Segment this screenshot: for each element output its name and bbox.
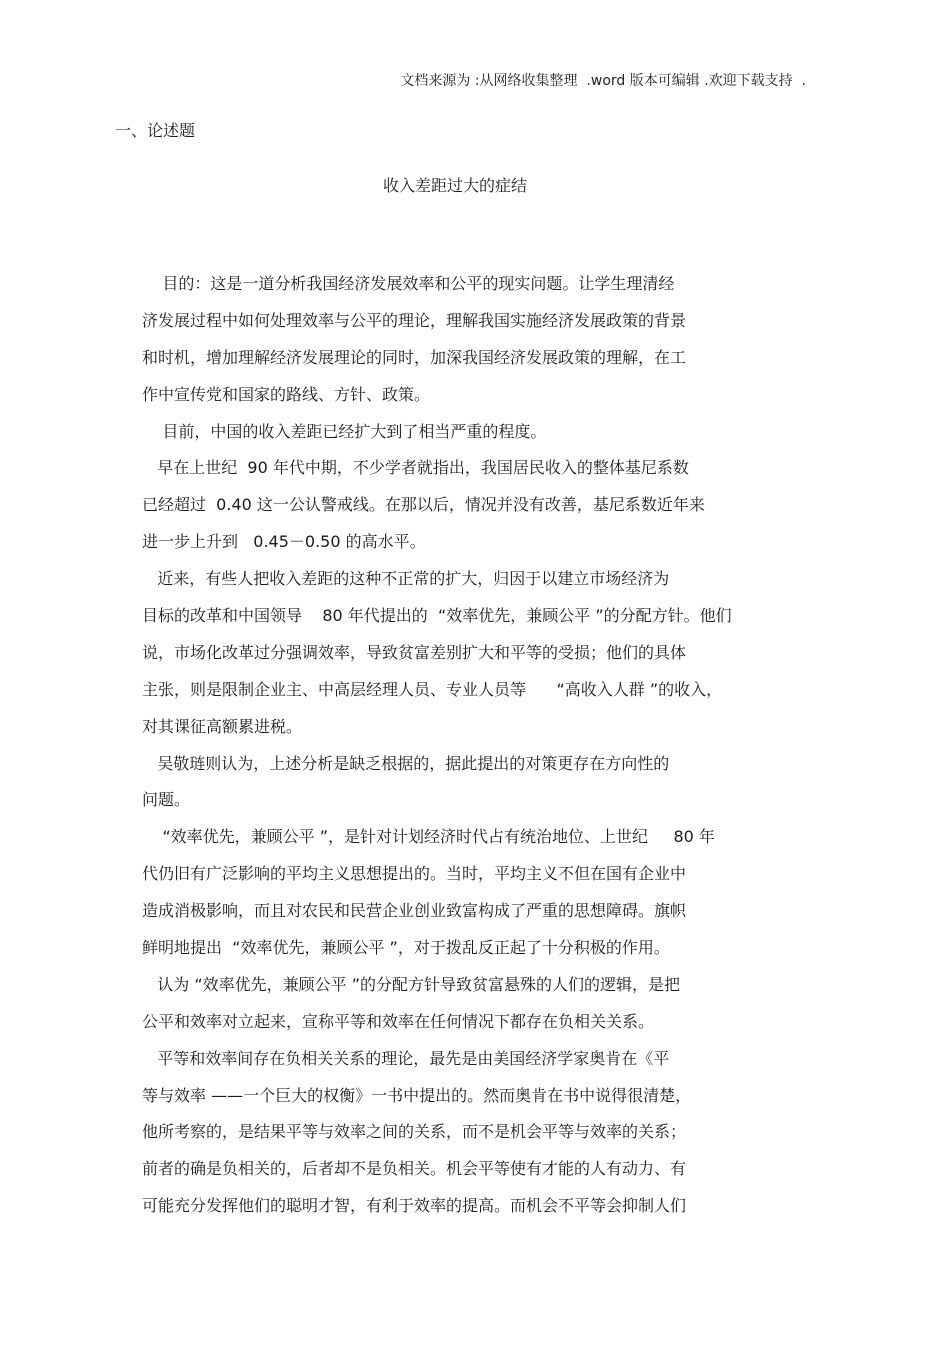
text-line: 目前，中国的收入差距已经扩大到了相当严重的程度。: [142, 421, 547, 441]
text-line: 目标的改革和中国领导 80 年代提出的 “效率优先，兼顾公平 ”的分配方针。他们: [142, 606, 732, 626]
document-body: [142, 266, 812, 1225]
section-heading: 一、论述题: [115, 121, 196, 140]
text-line: 近来，有些人把收入差距的这种不正常的扩大，归因于以建立市场经济为: [142, 569, 670, 589]
text-line: 进一步上升到 0.45－0.50 的高水平。: [142, 532, 426, 552]
text-line: 对其课征高额累进税。: [142, 716, 303, 736]
document-title: 收入差距过大的症结: [382, 176, 527, 195]
text-line: 公平和效率对立起来，宣称平等和效率在任何情况下都存在负相关关系。: [142, 1011, 655, 1031]
text-line: 主张，则是限制企业主、中高层经理人员、专业人员等 “高收入人群 ”的收入，: [142, 679, 723, 699]
text-line: 济发展过程中如何处理效率与公平的理论，理解我国实施经济发展政策的背景: [142, 310, 687, 330]
text-line: 说，市场化改革过分强调效率，导致贫富差别扩大和平等的受损；他们的具体: [142, 642, 687, 662]
text-line: 目的：这是一道分析我国经济发展效率和公平的现实问题。让学生理清经: [142, 274, 675, 293]
text-line: 平等和效率间存在负相关关系的理论，最先是由美国经济学家奥肯在《平: [142, 1048, 670, 1068]
text-line: 认为 “效率优先，兼顾公平 ”的分配方针导致贫富悬殊的人们的逻辑，是把: [142, 974, 681, 994]
text-line: 造成消极影响，而且对农民和民营企业创业致富构成了严重的思想障碍。旗帜: [142, 901, 687, 921]
text-line: 他所考察的，是结果平等与效率之间的关系，而不是机会平等与效率的关系；: [142, 1122, 687, 1142]
text-line: 代仍旧有广泛影响的平均主义思想提出的。当时，平均主义不但在国有企业中: [142, 864, 687, 884]
text-line: 和时机，增加理解经济发展理论的同时，加深我国经济发展政策的理解，在工: [142, 347, 687, 367]
text-line: “效率优先，兼顾公平 ”，是针对计划经济时代占有统治地位、上世纪 80 年: [142, 827, 715, 847]
text-line: 鲜明地提出 “效率优先，兼顾公平 ”，对于拨乱反正起了十分积极的作用。: [142, 938, 670, 958]
text-line: 等与效率 ——一个巨大的权衡》一书中提出的。然而奥肯在书中说得很清楚，: [142, 1085, 692, 1105]
page-header-note: 文档来源为 :从网络收集整理 .word 版本可编辑 .欢迎下载支持 .: [400, 73, 806, 89]
text-line: 问题。: [142, 790, 191, 810]
text-line: 已经超过 0.40 这一公认警戒线。在那以后，情况并没有改善，基尼系数近年来: [142, 495, 705, 515]
text-line: 吴敬琏则认为，上述分析是缺乏根据的，据此提出的对策更存在方向性的: [142, 753, 670, 773]
text-line: 早在上世纪 90 年代中期，不少学者就指出，我国居民收入的整体基尼系数: [142, 458, 689, 478]
text-line: 可能充分发挥他们的聪明才智，有利于效率的提高。而机会不平等会抑制人们: [142, 1196, 687, 1216]
text-line: 作中宣传党和国家的路线、方针、政策。: [142, 384, 431, 404]
text-line: 前者的确是负相关的，后者却不是负相关。机会平等使有才能的人有动力、有: [142, 1159, 687, 1179]
